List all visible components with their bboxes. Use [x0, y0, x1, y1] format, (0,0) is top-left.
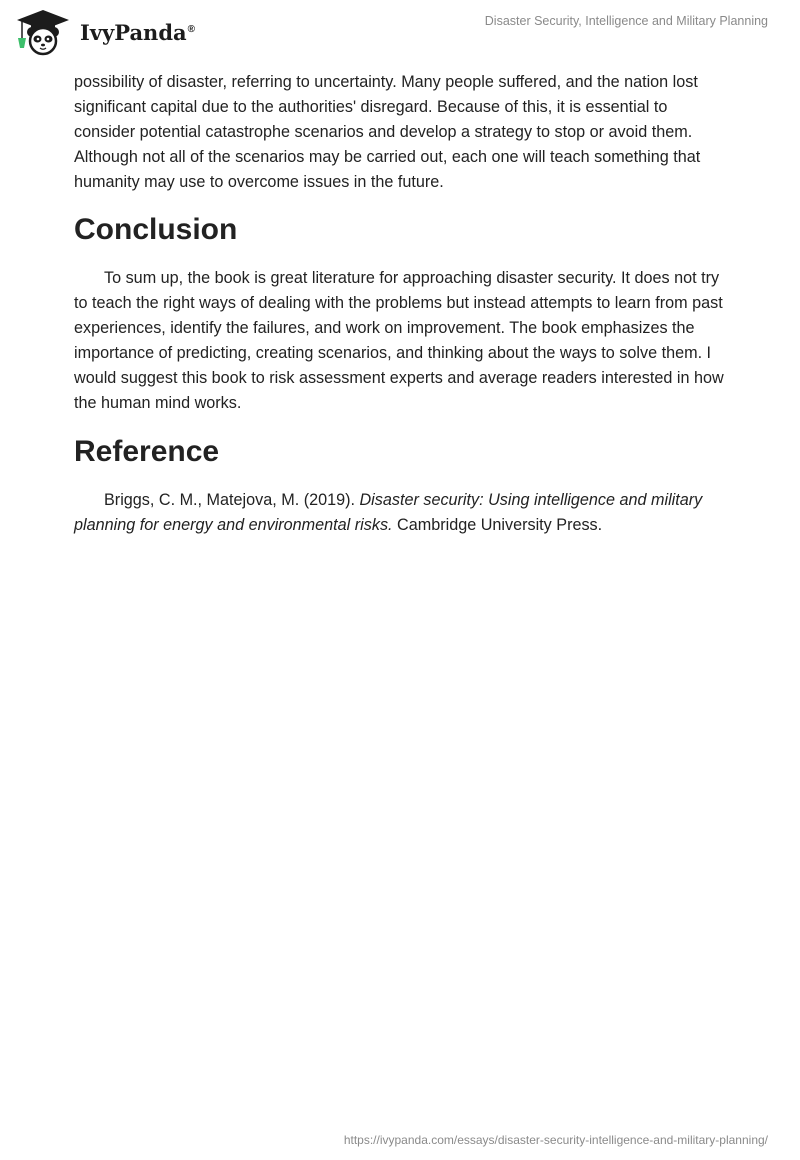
conclusion-paragraph: To sum up, the book is great literature for approaching disaster security. It does not try to teach the right ways of dealing with the problems but instead attempts to learn from past experiences, identify the failures, and work on improvement. The book emphasizes the importance of predicting, creating scenarios, and thinking about the ways to solve them. I would suggest this book to risk assessment experts and average readers interested in how the human mind works. — [74, 269, 724, 412]
reference-publisher: Cambridge University Press. — [392, 516, 603, 534]
reference-heading: Reference — [74, 435, 220, 468]
panda-graduate-logo-icon — [14, 8, 72, 58]
conclusion-heading: Conclusion — [74, 213, 238, 246]
reference-entry — [74, 488, 726, 538]
reference-title: Disaster security: Using intelligence and military planning for energy and environmental risks. — [74, 491, 703, 534]
source-url[interactable]: https://ivypanda.com/essays/disaster-security-intelligence-and-military-planning/ — [343, 1133, 768, 1147]
registered-mark: ® — [187, 23, 195, 35]
reference-authors: Briggs, C. M., Matejova, M. (2019). — [104, 491, 360, 509]
essay-content — [74, 70, 726, 538]
document-title: Disaster Security, Intelligence and Military Planning — [484, 14, 768, 28]
logo-wordmark: IvyPanda® — [80, 19, 195, 45]
page-header — [0, 0, 800, 64]
ivypanda-logo[interactable] — [14, 8, 195, 58]
intro-paragraph: possibility of disaster, referring to uncertainty. Many people suffered, and the nation lost significant capital due to the authorities' disregard. Because of this, it is essential to consider potential catastrophe scenarios and develop a strategy to stop or avoid them. Although not all of the scenarios may be carried out, each one will teach something that humanity may use to overcome issues in the future. — [74, 73, 701, 191]
